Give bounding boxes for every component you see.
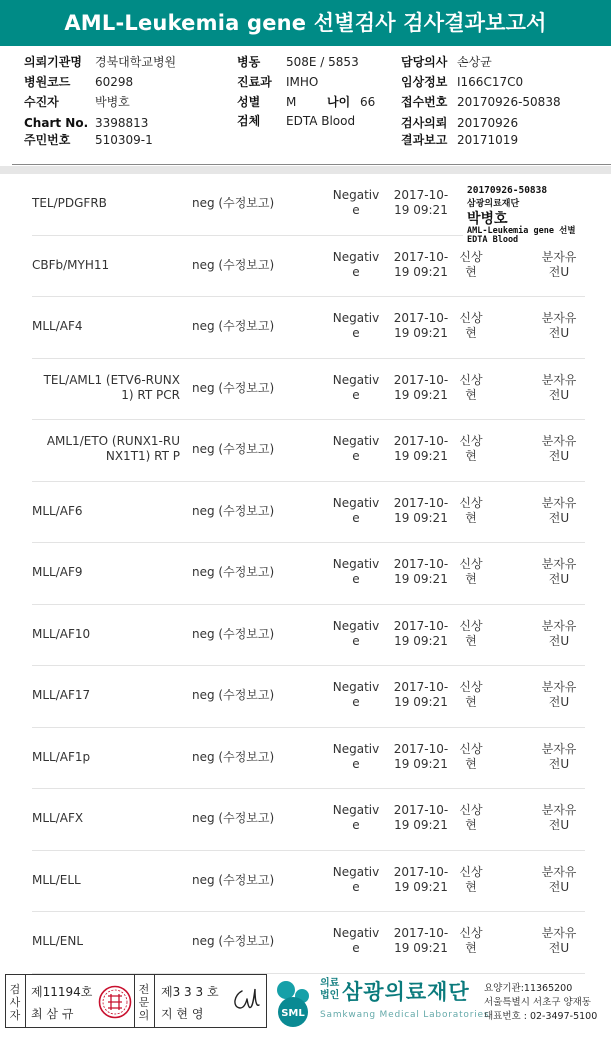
- test-interpretation: [330, 803, 382, 833]
- test-report-time: [390, 496, 452, 526]
- test-reviewer: [458, 373, 484, 403]
- test-report-time: [390, 188, 452, 218]
- test-reviewer-line: 신상: [459, 372, 483, 387]
- hospital-name-label: 의뢰기관명: [24, 55, 82, 69]
- test-interpretation: [330, 496, 382, 526]
- patient-value: 박병호: [95, 95, 130, 109]
- test-interpretation-line: Negativ: [332, 926, 380, 940]
- test-name: [32, 688, 180, 703]
- vertical-char: 전: [138, 983, 150, 996]
- test-report-time-line: 19 09:21: [394, 818, 448, 832]
- test-report-time-line: 19 09:21: [394, 572, 448, 586]
- vertical-char: 자: [9, 1009, 21, 1022]
- test-department-line: 전U: [548, 326, 570, 340]
- sml-logo-icon: [272, 976, 314, 1028]
- test-result-line: neg (수정보고): [192, 442, 275, 456]
- org-english-name: Samkwang Medical Laboratories: [320, 1010, 490, 1020]
- test-interpretation-line: e: [352, 633, 360, 648]
- test-reviewer-line: 신상: [459, 680, 483, 694]
- org-type: [320, 978, 339, 1002]
- test-interpretation-line: Negativ: [332, 741, 380, 756]
- test-department-line: 분자유: [541, 618, 577, 633]
- test-result-line: neg (수정보고): [192, 688, 275, 702]
- test-report-time-line: 2017-10-: [393, 249, 449, 264]
- test-reviewer: [458, 680, 484, 710]
- test-department-line: 분자유: [541, 249, 577, 264]
- report-footer: [0, 970, 611, 1039]
- resident-no-value: 510309-1: [95, 133, 153, 147]
- test-report-time-line: 2017-10-: [393, 926, 449, 940]
- test-reviewer-line: 현: [465, 695, 477, 709]
- test-report-time-line: 2017-10-: [393, 864, 449, 879]
- test-result-line: neg (수정보고): [192, 503, 275, 518]
- test-reviewer-line: 현: [465, 387, 477, 402]
- test-name: [32, 196, 180, 211]
- test-interpretation: [330, 619, 382, 649]
- test-name-line: AML1/ETO (RUNX1-RU: [46, 434, 180, 448]
- test-name-line: MLL/AF10: [32, 626, 91, 641]
- test-reviewer: [458, 557, 484, 587]
- test-interpretation-line: e: [352, 203, 360, 217]
- test-result: [192, 381, 282, 396]
- test-reviewer-line: 신상: [459, 311, 483, 325]
- test-department: [530, 250, 588, 280]
- test-interpretation-line: Negativ: [332, 803, 380, 817]
- test-report-time-line: 19 09:21: [394, 941, 448, 955]
- test-department: [530, 619, 588, 649]
- test-result-line: neg (수정보고): [192, 934, 275, 948]
- test-name: [32, 319, 180, 334]
- doctor-license-no: 제3 3 3 호: [161, 985, 219, 999]
- test-result-line: neg (수정보고): [192, 319, 275, 333]
- report-title: AML-Leukemia gene 선별검사 검사결과보고서: [0, 0, 611, 46]
- test-name-line: MLL/AF9: [32, 565, 83, 579]
- test-department-line: 전U: [548, 879, 570, 894]
- test-interpretation: [330, 680, 382, 710]
- sticker-patient: 박병호: [467, 211, 508, 227]
- test-name-line: CBFb/MYH11: [32, 257, 110, 272]
- test-interpretation-line: Negativ: [332, 188, 380, 202]
- test-department: [530, 434, 588, 464]
- hospital-code-value: 60298: [95, 75, 134, 89]
- divider-3: [154, 975, 155, 1027]
- ward-value: 508E / 5853: [286, 55, 359, 69]
- test-result: [192, 934, 282, 949]
- test-report-time-line: 2017-10-: [393, 618, 449, 633]
- test-report-time-line: 19 09:21: [394, 264, 448, 279]
- test-reviewer-line: 현: [465, 264, 477, 279]
- test-department: [530, 803, 588, 833]
- test-reviewer: [458, 434, 484, 464]
- tester-license-no: 제11194호: [31, 985, 93, 999]
- doctor-signature-icon: [228, 983, 264, 1017]
- hospital-name-value: 경북대학교병원: [95, 55, 177, 69]
- test-reviewer-line: 현: [465, 633, 477, 648]
- test-reviewer-line: 현: [465, 818, 477, 832]
- test-interpretation: [330, 557, 382, 587]
- test-result: [192, 750, 282, 765]
- specimen-value: EDTA Blood: [286, 114, 356, 128]
- test-department-line: 전U: [548, 818, 570, 832]
- test-reviewer: [458, 311, 484, 341]
- test-department: [530, 557, 588, 587]
- test-department-line: 전U: [548, 756, 570, 771]
- result-row: [0, 359, 611, 421]
- test-report-time-line: 19 09:21: [394, 203, 448, 217]
- test-reviewer-line: 현: [465, 941, 477, 955]
- test-result-line: neg (수정보고): [192, 380, 275, 395]
- test-name-line: 1) RT PCR: [121, 387, 180, 402]
- test-name-line: MLL/AF6: [32, 503, 83, 518]
- test-name-line: MLL/AF4: [32, 319, 83, 333]
- test-department: [530, 865, 588, 895]
- test-reviewer: [458, 496, 484, 526]
- test-interpretation-line: e: [352, 695, 360, 709]
- result-row: [0, 851, 611, 913]
- test-result: [192, 319, 282, 334]
- result-row: [0, 543, 611, 605]
- test-department: [530, 926, 588, 956]
- test-result: [192, 688, 282, 703]
- test-report-time-line: 2017-10-: [393, 372, 449, 387]
- header-divider: [12, 164, 611, 165]
- test-department-line: 분자유: [541, 926, 577, 940]
- test-reviewer-line: 신상: [459, 249, 483, 264]
- test-department-line: 분자유: [541, 557, 577, 571]
- test-interpretation: [330, 865, 382, 895]
- test-name-line: NX1T1) RT P: [105, 449, 180, 463]
- test-reviewer-line: 신상: [459, 495, 483, 510]
- test-name: [32, 258, 180, 273]
- test-department: [530, 742, 588, 772]
- test-name-line: TEL/AML1 (ETV6-RUNX: [43, 372, 180, 387]
- test-report-time-line: 19 09:21: [394, 633, 448, 648]
- test-interpretation: [330, 311, 382, 341]
- test-interpretation-line: Negativ: [332, 249, 380, 264]
- test-department-line: 전U: [548, 387, 570, 402]
- test-department-line: 전U: [548, 572, 570, 586]
- test-reviewer: [458, 926, 484, 956]
- test-report-time-line: 19 09:21: [394, 449, 448, 463]
- test-result: [192, 811, 282, 826]
- test-department-line: 전U: [548, 264, 570, 279]
- vertical-char: 문: [138, 996, 150, 1009]
- test-name: [32, 750, 180, 765]
- test-report-time-line: 19 09:21: [394, 510, 448, 525]
- test-report-time: [390, 250, 452, 280]
- test-report-time-line: 2017-10-: [393, 803, 449, 817]
- tester-vertical-label: [8, 983, 22, 1022]
- test-interpretation-line: e: [352, 510, 360, 525]
- org-type-line1: 의료: [320, 978, 340, 989]
- test-report-time-line: 19 09:21: [394, 326, 448, 340]
- request-date-value: 20170926: [457, 116, 519, 130]
- test-interpretation: [330, 188, 382, 218]
- test-reviewer: [458, 803, 484, 833]
- test-report-time-line: 19 09:21: [394, 879, 448, 894]
- chart-no-label: Chart No.: [24, 116, 89, 130]
- age-label: 나이: [327, 95, 351, 109]
- test-report-time: [390, 434, 452, 464]
- test-interpretation-line: e: [352, 756, 360, 771]
- physician-label: 담당의사: [401, 55, 448, 69]
- specimen-label-sticker: [463, 182, 598, 246]
- test-reviewer-line: 현: [465, 756, 477, 771]
- test-report-time-line: 2017-10-: [393, 680, 449, 694]
- test-reviewer-line: 신상: [459, 618, 483, 633]
- test-department-line: 분자유: [541, 741, 577, 756]
- test-interpretation-line: e: [352, 326, 360, 340]
- signature-box: [5, 974, 267, 1028]
- result-row: [0, 728, 611, 790]
- test-report-time: [390, 373, 452, 403]
- test-department: [530, 373, 588, 403]
- test-result-line: neg (수정보고): [192, 565, 275, 579]
- test-name-line: MLL/AF1p: [32, 749, 91, 764]
- test-interpretation: [330, 742, 382, 772]
- test-reviewer-line: 신상: [459, 557, 483, 571]
- test-reviewer-line: 신상: [459, 741, 483, 756]
- test-name-line: TEL/PDGFRB: [32, 196, 107, 210]
- test-report-time: [390, 557, 452, 587]
- test-reviewer-line: 신상: [459, 926, 483, 940]
- test-department: [530, 680, 588, 710]
- result-row: [0, 420, 611, 482]
- test-reviewer: [458, 865, 484, 895]
- section-band: [0, 166, 611, 174]
- resident-no-label: 주민번호: [24, 133, 71, 147]
- result-row: [0, 605, 611, 667]
- tester-seal-icon: [98, 985, 132, 1019]
- test-interpretation-line: e: [352, 879, 360, 894]
- sticker-accession: 20170926-50838: [467, 185, 548, 196]
- test-result-line: neg (수정보고): [192, 811, 275, 825]
- test-name-line: MLL/ELL: [32, 872, 81, 887]
- test-interpretation-line: Negativ: [332, 311, 380, 325]
- patient-info-block: [0, 52, 611, 164]
- test-name-line: MLL/AFX: [32, 811, 84, 825]
- sticker-test: AML-Leukemia gene 선별: [467, 226, 576, 236]
- test-interpretation-line: e: [352, 818, 360, 832]
- result-row: [0, 482, 611, 544]
- institution-code: 요양기관:11365200: [484, 983, 573, 994]
- test-name: [32, 873, 180, 888]
- ward-label: 병동: [237, 55, 261, 69]
- divider-1: [25, 975, 26, 1027]
- divider-2: [134, 975, 135, 1027]
- test-reviewer-line: 신상: [459, 803, 483, 817]
- test-department-line: 전U: [548, 633, 570, 648]
- test-result-line: neg (수정보고): [192, 626, 275, 641]
- phone-number: 대표번호 : 02-3497-5100: [484, 1011, 598, 1022]
- test-name: [32, 627, 180, 642]
- vertical-char: 의: [138, 1009, 150, 1022]
- test-interpretation-line: e: [352, 572, 360, 586]
- test-interpretation-line: Negativ: [332, 372, 380, 387]
- test-interpretation-line: Negativ: [332, 434, 380, 448]
- test-reviewer-line: 신상: [459, 434, 483, 448]
- tester-name: 최 삼 규: [31, 1007, 74, 1021]
- department-value: IMHO: [286, 75, 319, 89]
- sticker-specimen: EDTA Blood: [467, 235, 519, 245]
- report-date-value: 20171019: [457, 133, 519, 147]
- test-name: [32, 934, 180, 949]
- test-report-time: [390, 311, 452, 341]
- patient-label: 수진자: [24, 95, 59, 109]
- doctor-vertical-label: [137, 983, 151, 1022]
- result-row: [0, 666, 611, 728]
- chart-no-value: 3398813: [95, 116, 149, 130]
- test-result: [192, 873, 282, 888]
- test-department-line: 전U: [548, 449, 570, 463]
- test-result: [192, 196, 282, 211]
- org-type-line2: 법인: [320, 990, 340, 1001]
- specimen-label: 검체: [237, 114, 261, 128]
- test-interpretation-line: e: [352, 941, 360, 955]
- test-name-line: MLL/AF17: [32, 688, 91, 702]
- test-reviewer-line: 신상: [459, 864, 483, 879]
- test-report-time-line: 2017-10-: [393, 495, 449, 510]
- vertical-char: 검: [9, 983, 21, 996]
- test-interpretation: [330, 926, 382, 956]
- test-interpretation-line: e: [352, 264, 360, 279]
- test-result-line: neg (수정보고): [192, 872, 275, 887]
- physician-value: 손상균: [457, 55, 492, 69]
- test-report-time-line: 2017-10-: [393, 557, 449, 571]
- test-result: [192, 565, 282, 580]
- test-department-line: 분자유: [541, 864, 577, 879]
- test-department-line: 분자유: [541, 311, 577, 325]
- test-interpretation-line: Negativ: [332, 557, 380, 571]
- accession-no-value: 20170926-50838: [457, 95, 561, 109]
- result-row: [0, 297, 611, 359]
- test-reviewer-line: 현: [465, 326, 477, 340]
- test-report-time-line: 19 09:21: [394, 756, 448, 771]
- accession-no-label: 접수번호: [401, 95, 448, 109]
- test-reviewer: [458, 619, 484, 649]
- test-interpretation: [330, 250, 382, 280]
- report-date-label: 결과보고: [401, 133, 448, 147]
- sex-label: 성별: [237, 95, 261, 109]
- test-result: [192, 442, 282, 457]
- test-department-line: 전U: [548, 941, 570, 955]
- test-interpretation: [330, 434, 382, 464]
- test-reviewer: [458, 742, 484, 772]
- test-name-line: MLL/ENL: [32, 934, 84, 948]
- test-result: [192, 504, 282, 519]
- test-interpretation-line: e: [352, 387, 360, 402]
- test-interpretation-line: Negativ: [332, 680, 380, 694]
- test-report-time-line: 2017-10-: [393, 741, 449, 756]
- test-report-time-line: 2017-10-: [393, 311, 449, 325]
- test-result: [192, 627, 282, 642]
- test-name: [32, 811, 180, 826]
- test-department: [530, 496, 588, 526]
- test-report-time-line: 19 09:21: [394, 387, 448, 402]
- vertical-char: 사: [9, 996, 21, 1009]
- test-department: [530, 311, 588, 341]
- test-department-line: 전U: [548, 695, 570, 709]
- test-result-line: neg (수정보고): [192, 196, 275, 210]
- test-name: [32, 565, 180, 580]
- clinical-info-value: I166C17C0: [457, 75, 524, 89]
- test-interpretation: [330, 373, 382, 403]
- sex-value: M: [286, 95, 297, 109]
- request-date-label: 검사의뢰: [401, 116, 448, 130]
- age-value: 66: [360, 95, 376, 109]
- test-reviewer: [458, 250, 484, 280]
- clinical-info-label: 임상정보: [401, 75, 448, 89]
- test-department-line: 분자유: [541, 680, 577, 694]
- test-interpretation-line: Negativ: [332, 495, 380, 510]
- sticker-lab: 삼광의료재단: [467, 199, 520, 209]
- test-result-line: neg (수정보고): [192, 749, 275, 764]
- test-report-time: [390, 865, 452, 895]
- test-report-time: [390, 803, 452, 833]
- address: 서울특별시 서초구 양재동: [484, 997, 591, 1008]
- test-report-time: [390, 680, 452, 710]
- test-report-time-line: 2017-10-: [393, 188, 449, 202]
- result-row: [0, 789, 611, 851]
- test-name: [32, 373, 180, 403]
- test-reviewer-line: 현: [465, 572, 477, 586]
- test-interpretation-line: Negativ: [332, 618, 380, 633]
- test-report-time-line: 19 09:21: [394, 695, 448, 709]
- test-reviewer-line: 현: [465, 510, 477, 525]
- test-result: [192, 258, 282, 273]
- result-row: [0, 912, 611, 974]
- logo-text: SML: [281, 1008, 305, 1019]
- test-report-time-line: 2017-10-: [393, 434, 449, 448]
- test-interpretation-line: e: [352, 449, 360, 463]
- test-report-time: [390, 742, 452, 772]
- doctor-name: 지 현 영: [161, 1007, 204, 1021]
- test-name: [32, 434, 180, 464]
- department-label: 진료과: [237, 75, 272, 89]
- test-department-line: 분자유: [541, 803, 577, 817]
- test-department-line: 전U: [548, 510, 570, 525]
- test-department-line: 분자유: [541, 495, 577, 510]
- org-name: 삼광의료재단: [342, 980, 470, 1004]
- test-report-time: [390, 619, 452, 649]
- test-reviewer-line: 현: [465, 449, 477, 463]
- test-department-line: 분자유: [541, 434, 577, 448]
- test-result-line: neg (수정보고): [192, 257, 275, 272]
- test-name: [32, 504, 180, 519]
- test-reviewer-line: 현: [465, 879, 477, 894]
- test-department-line: 분자유: [541, 372, 577, 387]
- test-interpretation-line: Negativ: [332, 864, 380, 879]
- hospital-code-label: 병원코드: [24, 75, 71, 89]
- test-report-time: [390, 926, 452, 956]
